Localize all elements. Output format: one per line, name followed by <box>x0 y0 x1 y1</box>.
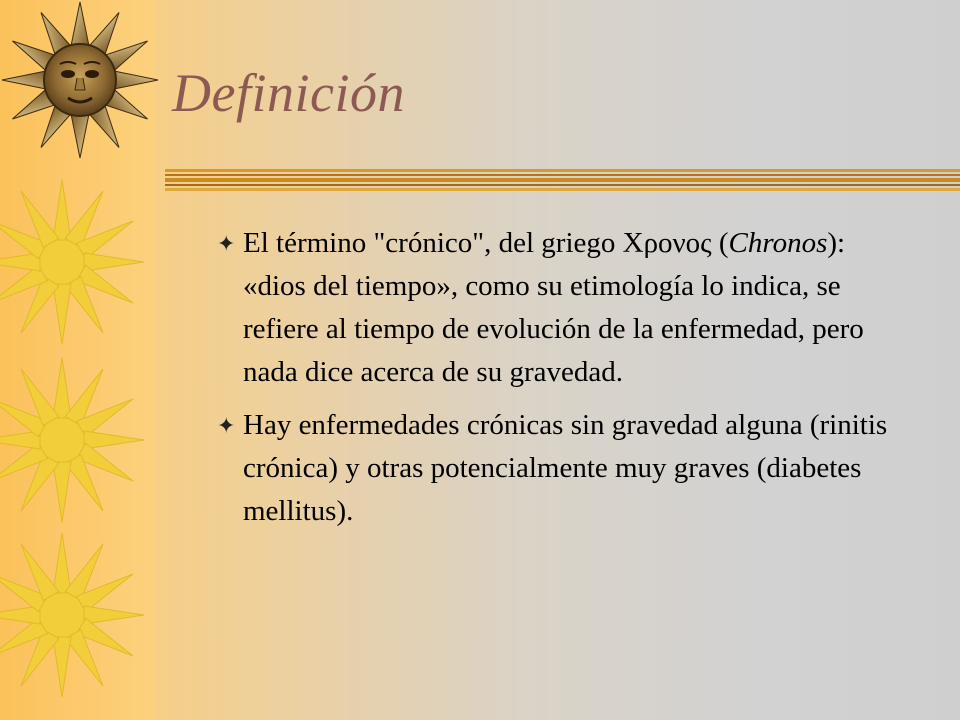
sun-icon <box>0 358 144 522</box>
bullet-text: ): «dios del tiempo», como su etimología lo indica, se refiere al tiempo de evolución de la enfermedad, pero nada dice acerca de su gravedad. <box>243 227 864 388</box>
bullet-item <box>215 222 915 394</box>
bullet-italic-text: Chronos <box>728 227 828 259</box>
sun-face-icon <box>2 2 158 158</box>
bullet-text: El término "crónico", del griego Χρονος ( <box>243 227 729 259</box>
title-divider <box>165 168 960 192</box>
star-bullet-icon: ✦ <box>217 231 236 256</box>
slide-title: Definición <box>172 63 405 123</box>
bullet-text: Hay enfermedades crónicas sin gravedad alguna (rinitis crónica) y otras potencialmente muy graves (diabetes mellitus). <box>243 409 888 527</box>
sun-icon <box>0 180 144 344</box>
sun-icon <box>0 533 144 697</box>
sun-decorations <box>0 0 200 720</box>
star-bullet-icon: ✦ <box>217 413 236 438</box>
bullet-list <box>215 222 915 543</box>
bullet-item <box>215 404 915 533</box>
